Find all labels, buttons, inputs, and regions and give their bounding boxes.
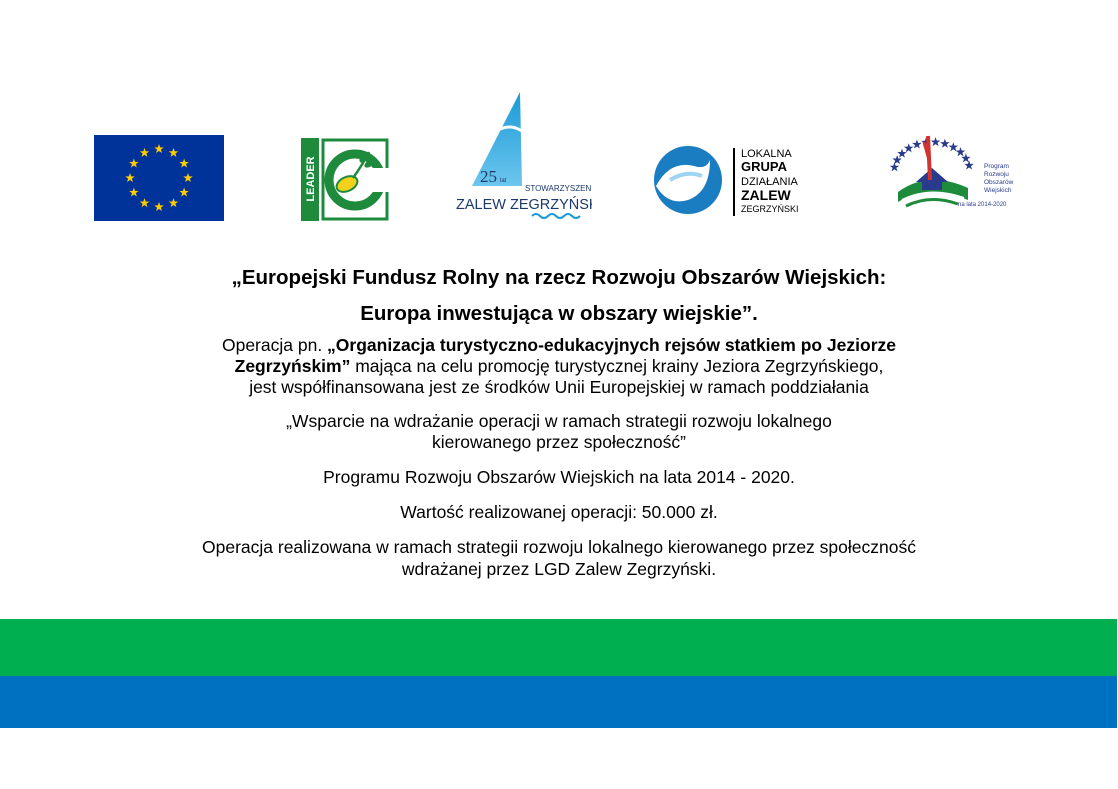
operation-name-part-1: „Organizacja turystyczno-edukacyjnych rejsów statkiem po Jeziorze — [327, 335, 896, 355]
prow-line-4: Wiejskich — [984, 187, 1012, 194]
prow-star-icon — [912, 139, 922, 148]
zalew-association-text: STOWARZYSZENIE — [525, 184, 592, 193]
lgd-line-2: GRUPA — [741, 159, 787, 174]
zalew-years-suffix: lat — [500, 178, 507, 184]
operation-prefix: Operacja pn. — [221, 335, 328, 355]
operation-line-3: jest współfinansowana jest ze środków Unii Europejskiej w ramach poddziałania — [249, 377, 869, 397]
leader-logo — [301, 138, 389, 221]
zalew-years: 25 — [480, 167, 497, 186]
green-stripe — [0, 619, 1117, 676]
closing-line-1: Operacja realizowana w ramach strategii rozwoju lokalnego kierowanego przez społeczność — [202, 537, 916, 557]
measure-line-2: kierowanego przez społeczność” — [432, 432, 686, 452]
prow-star-icon — [956, 147, 966, 156]
lgd-line-4: ZALEW — [741, 187, 791, 203]
eu-flag-icon — [94, 135, 224, 221]
lgd-zalew-zegrzynski-logo — [650, 140, 812, 218]
zalew-zegrzynski-association-logo — [450, 90, 592, 222]
funding-notice — [0, 262, 1118, 581]
blue-stripe — [0, 676, 1117, 728]
prow-star-icon — [931, 137, 941, 146]
leader-text: LEADER — [305, 156, 317, 202]
lgd-line-5: ZEGRZYŃSKI — [741, 204, 799, 214]
prow-star-icon — [940, 139, 950, 148]
prow-line-2: Rozwoju — [984, 171, 1009, 178]
zalew-name-text: ZALEW ZEGRZYŃSKI — [456, 197, 592, 213]
title-line-1: „Europejski Fundusz Rolny na rzecz Rozwoju Obszarów Wiejskich: — [231, 266, 887, 289]
prow-star-icon — [904, 143, 914, 152]
prow-years: na lata 2014-2020 — [958, 202, 1007, 208]
closing-line-2: wdrażanej przez LGD Zalew Zegrzyński. — [401, 559, 717, 579]
prow-2014-2020-logo — [888, 130, 1023, 212]
lgd-line-3: DZIAŁANIA — [741, 176, 798, 188]
prow-star-icon — [949, 142, 959, 151]
program-name: Programu Rozwoju Obszarów Wiejskich na lata 2014 - 2020. — [323, 467, 795, 487]
operation-value: Wartość realizowanej operacji: 50.000 zł. — [400, 502, 718, 522]
lgd-line-1: LOKALNA — [741, 148, 792, 160]
operation-name-part-2: Zegrzyńskim” — [234, 356, 351, 376]
prow-line-3: Obszarów — [984, 179, 1014, 186]
title-line-2: Europa inwestująca w obszary wiejskie”. — [360, 302, 758, 325]
operation-purpose: mająca na celu promocję turystycznej krainy Jeziora Zegrzyńskiego, — [350, 356, 884, 376]
prow-star-icon — [897, 149, 907, 158]
wave-icon — [532, 214, 580, 218]
prow-star-icon — [964, 160, 974, 169]
prow-line-1: Program — [984, 163, 1009, 170]
measure-line-1: „Wsparcie na wdrażanie operacji w ramach strategii rozwoju lokalnego — [286, 411, 832, 431]
eu-flag-logo — [94, 135, 224, 221]
